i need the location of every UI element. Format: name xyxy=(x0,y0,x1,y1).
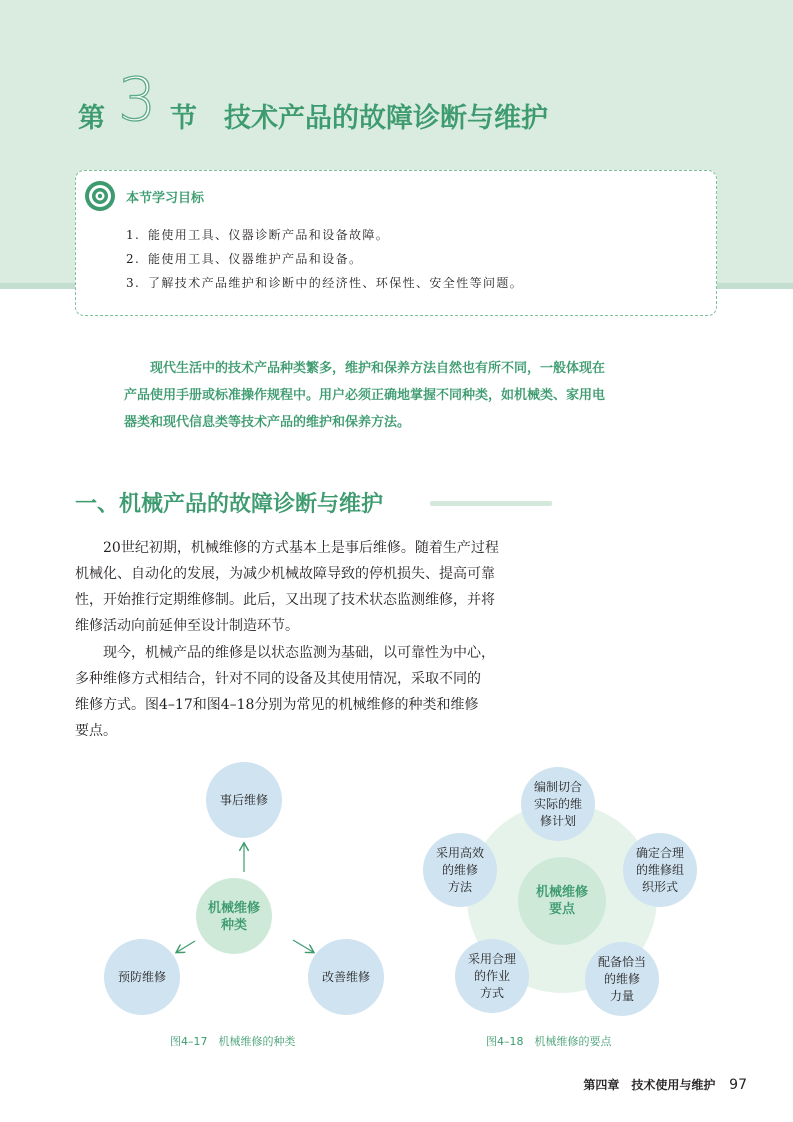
goal-number: 3. xyxy=(126,276,141,290)
arrow-to-right xyxy=(293,940,313,952)
body-line: 多种维修方式相结合，针对不同的设备及其使用情况，采取不同的 xyxy=(75,671,481,687)
goals-list xyxy=(126,223,523,295)
goals-title: 本节学习目标 xyxy=(126,191,205,206)
page-number: 97 xyxy=(729,1077,747,1093)
page-title: 技术产品的故障诊断与维护 xyxy=(224,103,548,134)
node-label-right: 改善维修 xyxy=(321,970,370,984)
body-line: 维修方式。图4–17和图4–18分别为常见的机械维修的种类和维修 xyxy=(75,697,479,713)
node-line: 采用高效 xyxy=(435,846,484,860)
body-line: 机械化、自动化的发展，为减少机械故障导致的停机损失、提高可靠 xyxy=(75,566,495,582)
goal-number: 2. xyxy=(126,252,141,266)
body-line: 性，开始推行定期维修制。此后，又出现了技术状态监测维修，并将 xyxy=(75,592,495,608)
node-line: 力量 xyxy=(609,989,634,1003)
node-label-center xyxy=(194,900,274,934)
intro-line: 现代生活中的技术产品种类繁多，维护和保养方法自然也有所不同，一般体现在 xyxy=(150,361,606,376)
goal-text: 能使用工具、仪器维护产品和设备。 xyxy=(148,252,363,266)
node-line: 的维修 xyxy=(603,972,640,986)
node-line: 确定合理 xyxy=(635,846,684,860)
arrow-to-left xyxy=(177,941,195,952)
figure-4-17 xyxy=(95,755,395,1055)
title-jie: 节 xyxy=(170,103,197,134)
section-heading: 一、机械产品的故障诊断与维护 xyxy=(75,492,384,517)
figure-caption: 图4–17 机械维修的种类 xyxy=(170,1035,296,1048)
node-line: 的作业 xyxy=(473,969,510,983)
chapter-label: 第四章 技术使用与维护 xyxy=(583,1078,716,1092)
body-line: 现今，机械产品的维修是以状态监测为基础，以可靠性为中心， xyxy=(103,645,495,661)
node-label-1 xyxy=(518,779,598,830)
target-icon xyxy=(84,180,116,212)
node-line: 的维修组 xyxy=(635,863,684,877)
figure-4-18 xyxy=(410,765,710,1055)
center-line: 机械维修 xyxy=(207,901,260,916)
node-label-left: 预防维修 xyxy=(117,970,166,984)
goal-item xyxy=(126,271,523,295)
center-line: 种类 xyxy=(220,918,247,933)
learning-goals-box xyxy=(75,170,717,316)
body-paragraph-1 xyxy=(75,535,553,639)
center-line: 机械维修 xyxy=(535,885,588,900)
node-label-2 xyxy=(620,845,700,896)
figure-caption: 图4–18 机械维修的要点 xyxy=(486,1035,612,1048)
intro-paragraph xyxy=(124,355,679,436)
body-line: 要点。 xyxy=(75,723,117,739)
node-label-3 xyxy=(582,954,662,1005)
node-line: 方式 xyxy=(479,986,504,1000)
intro-line: 器类和现代信息类等技术产品的维护和保养方法。 xyxy=(124,415,411,430)
node-line: 修计划 xyxy=(539,814,576,828)
center-line: 要点 xyxy=(548,902,575,917)
node-line: 的维修 xyxy=(441,863,478,877)
title-di: 第 xyxy=(78,103,105,134)
node-label-4 xyxy=(452,951,532,1002)
node-label-top: 事后维修 xyxy=(219,793,268,807)
goal-item xyxy=(126,223,523,247)
heading-rule xyxy=(430,501,552,506)
intro-line: 产品使用手册或标准操作规程中。用户必须正确地掌握不同种类，如机械类、家用电 xyxy=(124,388,606,403)
section-number: 3 xyxy=(118,65,157,135)
node-line: 方法 xyxy=(447,880,472,894)
node-line: 采用合理 xyxy=(467,952,516,966)
node-label-5 xyxy=(420,845,500,896)
goal-item xyxy=(126,247,523,271)
node-label-center xyxy=(522,884,602,918)
node-line: 实际的维 xyxy=(533,797,582,811)
node-line: 编制切合 xyxy=(533,780,582,794)
goal-number: 1. xyxy=(126,228,141,242)
body-paragraph-2 xyxy=(75,640,553,744)
page-footer xyxy=(583,1076,747,1093)
goal-text: 能使用工具、仪器诊断产品和设备故障。 xyxy=(148,228,390,242)
node-line: 织形式 xyxy=(641,880,678,894)
node-line: 配备恰当 xyxy=(597,955,646,969)
body-line: 维修活动向前延伸至设计制造环节。 xyxy=(75,618,299,634)
body-line: 20世纪初期，机械维修的方式基本上是事后维修。随着生产过程 xyxy=(103,540,499,556)
goal-text: 了解技术产品维护和诊断中的经济性、环保性、安全性等问题。 xyxy=(148,276,524,290)
